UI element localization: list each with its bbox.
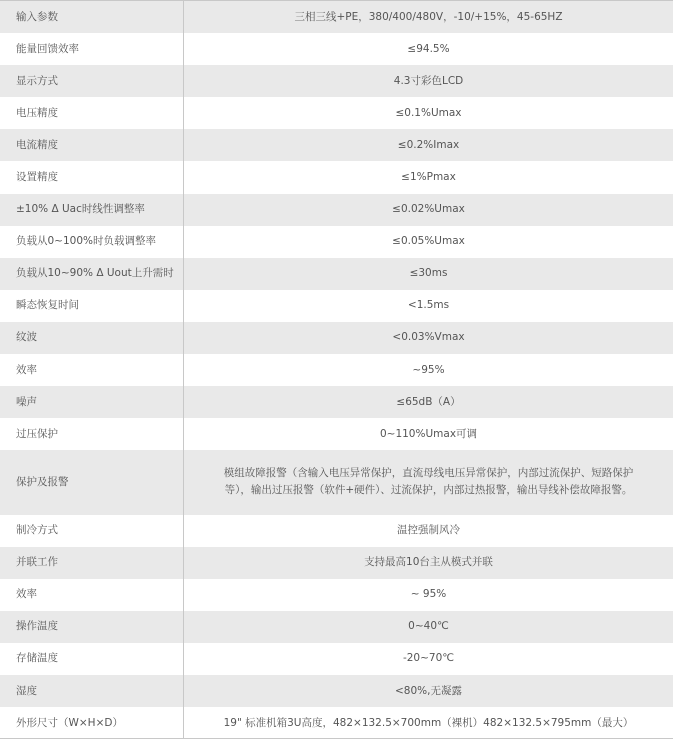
spec-label: 输入参数 xyxy=(0,1,184,33)
spec-value: ≤0.1%Umax xyxy=(395,106,462,119)
spec-value: ~95% xyxy=(412,363,445,376)
spec-label: 保护及报警 xyxy=(0,450,184,514)
spec-label: 湿度 xyxy=(0,675,184,707)
spec-row-current-accuracy xyxy=(0,129,673,161)
spec-value: ≤94.5% xyxy=(407,42,450,55)
spec-value: 19" 标准机箱3U高度，482×132.5×700mm（裸机）482×132.5×795mm（最大） xyxy=(223,716,634,729)
spec-row-line-regulation xyxy=(0,194,673,226)
spec-label: 过压保护 xyxy=(0,418,184,450)
spec-value: <80%,无凝露 xyxy=(184,675,673,707)
spec-label: 制冷方式 xyxy=(0,515,184,547)
spec-row-efficiency-2 xyxy=(0,579,673,611)
spec-row-humidity xyxy=(0,675,673,707)
spec-value: 支持最高10台主从模式并联 xyxy=(184,547,673,579)
spec-label: 设置精度 xyxy=(0,161,184,193)
spec-value: -20~70℃ xyxy=(402,652,455,665)
spec-row-overvoltage-protection xyxy=(0,418,673,450)
spec-value: ~ 95% xyxy=(410,588,447,601)
spec-value: 模组故障报警（含输入电压异常保护，直流母线电压异常保护，内部过流保护、短路保护等），输出过压报警（软件+硬件）、过流保护，内部过热报警，输出导线补偿故障报警。 xyxy=(184,450,673,514)
spec-row-transient-recovery xyxy=(0,290,673,322)
spec-row-cooling xyxy=(0,515,673,547)
spec-row-input xyxy=(0,1,673,33)
spec-row-storage-temp xyxy=(0,643,673,675)
spec-row-feedback-efficiency xyxy=(0,33,673,65)
spec-value: 温控强制风冷 xyxy=(397,524,460,537)
spec-value: ≤65dB（A） xyxy=(184,386,673,418)
spec-value: ≤0.02%Umax xyxy=(184,194,673,226)
spec-label: 效率 xyxy=(0,579,184,611)
spec-value: ≤0.2%Imax xyxy=(184,129,673,161)
spec-label: 显示方式 xyxy=(0,65,184,97)
spec-label: 负载从0~100%时负载调整率 xyxy=(0,226,184,258)
spec-row-load-regulation xyxy=(0,226,673,258)
spec-row-noise xyxy=(0,386,673,418)
spec-label: 效率 xyxy=(0,354,184,386)
spec-label: 电压精度 xyxy=(0,97,184,129)
spec-value: 0~40℃ xyxy=(184,611,673,643)
spec-row-protection-alarm xyxy=(0,450,673,514)
spec-label: 能量回馈效率 xyxy=(0,33,184,65)
spec-value: 4.3寸彩色LCD xyxy=(184,65,673,97)
spec-value: <0.03%Vmax xyxy=(184,322,673,354)
spec-label: 纹波 xyxy=(0,322,184,354)
spec-label: 并联工作 xyxy=(0,547,184,579)
spec-row-parallel xyxy=(0,547,673,579)
spec-label: 操作温度 xyxy=(0,611,184,643)
spec-label: 噪声 xyxy=(0,386,184,418)
spec-value: ≤1%Pmax xyxy=(401,171,456,184)
spec-label: 负载从10~90% Δ Uout上升需时 xyxy=(0,258,184,290)
spec-value: <1.5ms xyxy=(407,299,450,312)
spec-row-efficiency xyxy=(0,354,673,386)
spec-row-rise-time xyxy=(0,258,673,290)
spec-row-dimensions xyxy=(0,707,673,739)
spec-label: 存储温度 xyxy=(0,643,184,675)
spec-label: 瞬态恢复时间 xyxy=(0,290,184,322)
spec-label: 电流精度 xyxy=(0,129,184,161)
spec-value: 三相三线+PE，380/400/480V，-10/+15%，45-65HZ xyxy=(184,1,673,33)
spec-row-voltage-accuracy xyxy=(0,97,673,129)
spec-row-setting-accuracy xyxy=(0,161,673,193)
spec-label: ±10% Δ Uac时线性调整率 xyxy=(0,194,184,226)
spec-value: ≤30ms xyxy=(184,258,673,290)
spec-row-display xyxy=(0,65,673,97)
spec-value: 0~110%Umax可调 xyxy=(379,427,478,440)
spec-row-ripple xyxy=(0,322,673,354)
spec-label: 外形尺寸（W×H×D） xyxy=(0,707,184,739)
spec-row-operating-temp xyxy=(0,611,673,643)
spec-value: ≤0.05%Umax xyxy=(392,235,465,248)
